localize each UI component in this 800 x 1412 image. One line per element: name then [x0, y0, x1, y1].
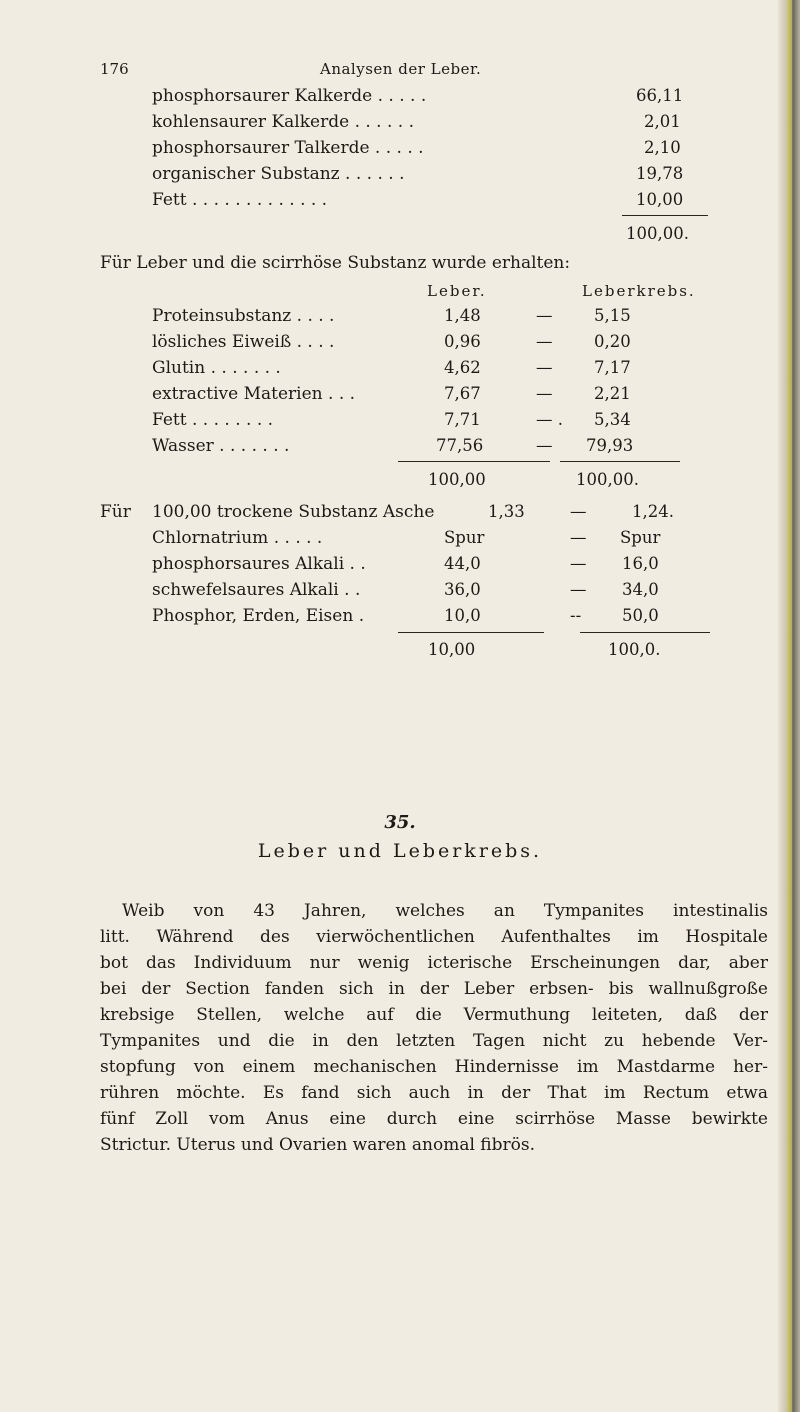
- table-cell-leber: 10,0: [444, 606, 481, 625]
- text-line: bot das Individuum nur wenig icterische Erscheinungen dar, aber: [100, 953, 768, 973]
- table-cell-dash: —: [570, 528, 587, 547]
- table-cell-krebs: 5,34: [594, 410, 631, 429]
- table-row-label: Wasser . . . . . . .: [152, 436, 290, 456]
- table-cell-leber: Spur: [444, 528, 485, 547]
- text-line: Tympanites und die in den letzten Tagen nicht zu hebende Ver-: [100, 1031, 768, 1051]
- column-header-leberkrebs: Leberkrebs.: [582, 282, 696, 300]
- table-cell-leber: 1,48: [444, 306, 481, 325]
- table-cell-leber: 44,0: [444, 554, 481, 573]
- table-row-label: kohlensaurer Kalkerde . . . . . .: [152, 112, 415, 132]
- page-number: 176: [100, 60, 129, 78]
- table-row-label: Fett . . . . . . . . . . . . .: [152, 190, 328, 210]
- table-row-label: Glutin . . . . . . .: [152, 358, 281, 378]
- table-row-label: organischer Substanz . . . . . .: [152, 164, 405, 184]
- table-cell-krebs: 2,21: [594, 384, 631, 403]
- table-row-label: phosphorsaures Alkali . .: [152, 554, 366, 574]
- table-cell-krebs: 79,93: [586, 436, 634, 455]
- sum-rule: [622, 215, 708, 216]
- table-cell-dash: —: [536, 436, 553, 455]
- table-cell-dash: —: [536, 332, 553, 351]
- text-line: Weib von 43 Jahren, welches an Tympanites intestinalis: [122, 901, 768, 921]
- table-cell-krebs: 5,15: [594, 306, 631, 325]
- case-description: [100, 898, 768, 1158]
- table-cell-dash: —: [536, 358, 553, 377]
- table-cell-krebs: 50,0: [622, 606, 659, 625]
- sum-rule-leberkrebs: [560, 461, 680, 462]
- table-row-label: Fett . . . . . . . .: [152, 410, 274, 430]
- table-cell-krebs: Spur: [620, 528, 661, 547]
- table-intro: Für Leber und die scirrhöse Substanz wurde erhalten:: [100, 253, 571, 273]
- table-row-value: 10,00: [636, 190, 684, 209]
- table-total: 100,00.: [626, 224, 689, 243]
- table-row-label: Chlornatrium . . . . .: [152, 528, 323, 548]
- table-row-value: 2,10: [644, 138, 681, 157]
- table-cell-leber: 36,0: [444, 580, 481, 599]
- text-line: Strictur. Uterus und Ovarien waren anomal fibrös.: [100, 1135, 536, 1155]
- table-row-label: phosphorsaurer Kalkerde . . . . .: [152, 86, 427, 106]
- table-total-leber: 100,00: [428, 470, 486, 489]
- text-line: rühren möchte. Es fand sich auch in der That im Rectum etwa: [100, 1083, 768, 1103]
- table-cell-leber: 7,67: [444, 384, 481, 403]
- table-cell-krebs: 7,17: [594, 358, 631, 377]
- table-cell-dash: --: [570, 606, 582, 625]
- text-line: litt. Während des vierwöchentlichen Aufenthaltes im Hospitale: [100, 927, 768, 947]
- table-total-leber: 10,00: [428, 640, 476, 659]
- sum-rule-leberkrebs: [580, 632, 710, 633]
- section-title: Leber und Leberkrebs.: [257, 840, 543, 862]
- table-prefix: Für: [100, 502, 131, 522]
- table-total-leberkrebs: 100,00.: [576, 470, 639, 489]
- table-row-label: lösliches Eiweiß . . . .: [152, 332, 335, 352]
- table-row-label: extractive Materien . . .: [152, 384, 356, 404]
- table-row-value: 19,78: [636, 164, 684, 183]
- table-cell-dash: —: [536, 384, 553, 403]
- table-row-label: schwefelsaures Alkali . .: [152, 580, 361, 600]
- table-row-label: Proteinsubstanz . . . .: [152, 306, 335, 326]
- table-row-label: Phosphor, Erden, Eisen .: [152, 606, 365, 626]
- table-cell-dash: —: [570, 502, 587, 521]
- text-line: bei der Section fanden sich in der Leber erbsen- bis wallnußgroße: [100, 979, 768, 999]
- table-cell-krebs: 16,0: [622, 554, 659, 573]
- table-row-value: 66,11: [636, 86, 684, 105]
- table-cell-krebs: 34,0: [622, 580, 659, 599]
- table-cell-leber: 1,33: [488, 502, 525, 521]
- table-cell-leber: 7,71: [444, 410, 481, 429]
- table-row-label: phosphorsaurer Talkerde . . . . .: [152, 138, 424, 158]
- text-line: fünf Zoll vom Anus eine durch eine scirrhöse Masse bewirkte: [100, 1109, 768, 1129]
- running-head: Analysen der Leber.: [320, 60, 482, 78]
- text-line: krebsige Stellen, welche auf die Vermuthung leiteten, daß der: [100, 1005, 768, 1025]
- column-header-leber: Leber.: [427, 282, 487, 300]
- table-cell-leber: 77,56: [436, 436, 484, 455]
- section-number: 35.: [384, 812, 416, 833]
- table-cell-dash: —: [536, 306, 553, 325]
- table-row-value: 2,01: [644, 112, 681, 131]
- table-cell-dash: —: [570, 554, 587, 573]
- table-cell-leber: 0,96: [444, 332, 481, 351]
- table-cell-krebs: 0,20: [594, 332, 631, 351]
- table-cell-dash: — .: [536, 410, 563, 429]
- table-cell-krebs: 1,24.: [632, 502, 674, 521]
- table-row-label: 100,00 trockene Substanz Asche: [152, 502, 435, 522]
- sum-rule-leber: [398, 461, 550, 462]
- page-edge-stripe: [787, 0, 792, 1412]
- table-total-leberkrebs: 100,0.: [608, 640, 661, 659]
- sum-rule-leber: [398, 632, 544, 633]
- text-line: stopfung von einem mechanischen Hindernisse im Mastdarme her-: [100, 1057, 768, 1077]
- table-cell-leber: 4,62: [444, 358, 481, 377]
- table-cell-dash: —: [570, 580, 587, 599]
